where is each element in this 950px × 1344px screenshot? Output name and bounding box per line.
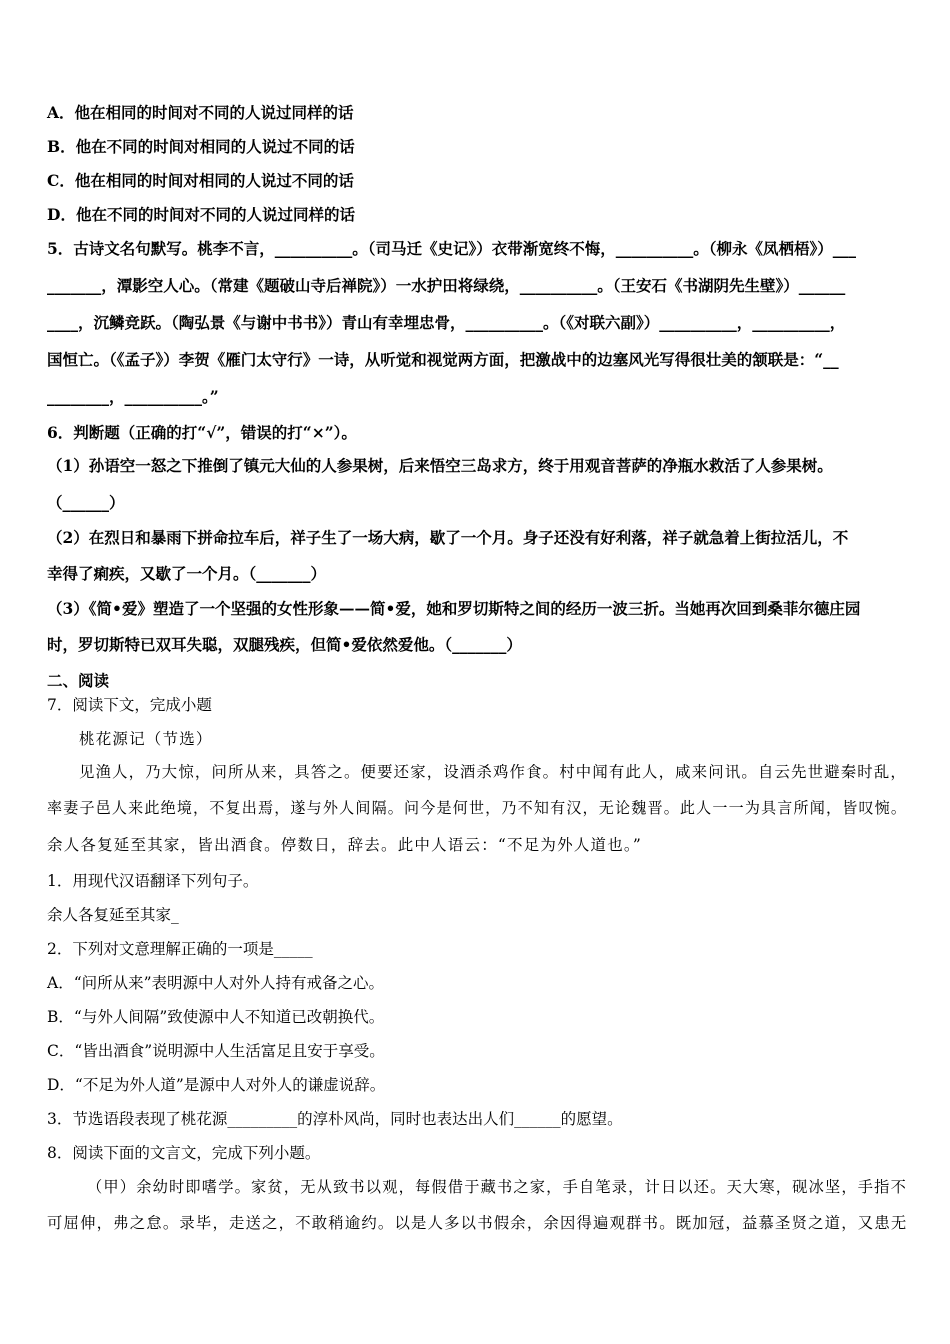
q8-passage-line-2: 可屈伸，弗之怠。录毕，走送之，不敢稍逾约。以是人多以书假余，余因得遍观群书。既加冠，益慕圣贤之道，又患无	[47, 1214, 908, 1232]
passage-title: 桃花源记（节选）	[79, 730, 213, 748]
q6-item-3-line-1: （3）《简•爱》塑造了一个坚强的女性形象——简•爱，她和罗切斯特之间的经历一波三折。当她再次回到桑菲尔德庄园	[47, 599, 861, 618]
q7-title: 7．阅读下文，完成小题	[47, 696, 212, 714]
q5-line-1: 5．古诗文名句默写。桃李不言，__________。（司马迁《史记》）衣带渐宽终不悔，__________。（柳永《凤栖梧》）___	[47, 239, 857, 258]
passage-line-1: 见渔人，乃大惊，问所从来，具答之。便要还家，设酒杀鸡作食。村中闻有此人，咸来问讯。自云先世避秦时乱，	[79, 763, 908, 781]
q7-sub1-sentence: 余人各复延至其家_	[47, 906, 179, 924]
q7-sub3: 3．节选语段表现了桃花源_________的淳朴风尚，同时也表达出人们______的愿望。	[47, 1110, 623, 1128]
q5-line-4: 国恒亡。（《孟子》）李贺《雁门太守行》一诗，从听觉和视觉两方面，把激战中的边塞风光写得很壮美的颔联是：“__	[47, 350, 839, 369]
q4-option-d: D．他在不同的时间对不同的人说过同样的话	[47, 205, 355, 224]
section-title: 二、阅读	[47, 671, 110, 690]
q6-item-1: （1）孙语空一怒之下推倒了镇元大仙的人参果树，后来悟空三岛求方，终于用观音菩萨的净瓶水救活了人参果树。	[47, 456, 833, 475]
q5-line-5: ________，__________。”	[47, 387, 219, 406]
q4-option-b: B．他在不同的时间对相同的人说过不同的话	[47, 137, 355, 156]
q6-item-2-line-1: （2）在烈日和暴雨下拼命拉车后，祥子生了一场大病，歇了一个月。身子还没有好利落，祥子就急着上街拉活儿，不	[47, 528, 849, 547]
q6-item-1-answer: （______）	[47, 493, 125, 512]
q6-title: 6．判断题（正确的打“√”，错误的打“×”）。	[47, 423, 357, 442]
q4-option-c: C．他在相同的时间对相同的人说过不同的话	[47, 171, 354, 190]
q7-sub2: 2．下列对文意理解正确的一项是_____	[47, 940, 313, 958]
q6-item-2-line-2: 幸得了痢疾，又歇了一个月。（_______）	[47, 564, 327, 583]
q7-sub2-option-d: D．“不足为外人道”是源中人对外人的谦虚说辞。	[47, 1076, 386, 1094]
q8-title: 8．阅读下面的文言文，完成下列小题。	[47, 1144, 321, 1162]
q7-sub2-option-c: C．“皆出酒食”说明源中人生活富足且安于享受。	[47, 1042, 385, 1060]
passage-line-2: 率妻子邑人来此绝境，不复出焉，遂与外人间隔。问今是何世，乃不知有汉，无论魏晋。此人一一为具言所闻，皆叹惋。	[47, 799, 908, 817]
q7-sub2-option-a: A．“问所从来”表明源中人对外人持有戒备之心。	[47, 974, 385, 992]
q7-sub2-option-b: B．“与外人间隔”致使源中人不知道已改朝换代。	[47, 1008, 385, 1026]
passage-line-3: 余人各复延至其家，皆出酒食。停数日，辞去。此中人语云：“不足为外人道也。”	[47, 836, 643, 854]
q6-item-3-line-2: 时，罗切斯特已双耳失聪，双腿残疾，但简•爱依然爱他。（_______）	[47, 635, 522, 654]
q8-passage-line-1: （甲）余幼时即嗜学。家贫，无从致书以观，每假借于藏书之家，手自笔录，计日以还。天大寒，砚冰坚，手指不	[87, 1178, 907, 1196]
q5-line-2: _______，潭影空人心。（常建《题破山寺后禅院》）一水护田将绿绕，__________。（王安石《书湖阴先生壁》）______	[47, 276, 846, 295]
q7-sub1: 1．用现代汉语翻译下列句子。	[47, 872, 259, 890]
q5-line-3: ____，沉鳞竞跃。（陶弘景《与谢中书书》）青山有幸埋忠骨，__________。（《对联六副》）__________，__________，	[47, 313, 846, 332]
q4-option-a: A．他在相同的时间对不同的人说过同样的话	[47, 103, 354, 122]
